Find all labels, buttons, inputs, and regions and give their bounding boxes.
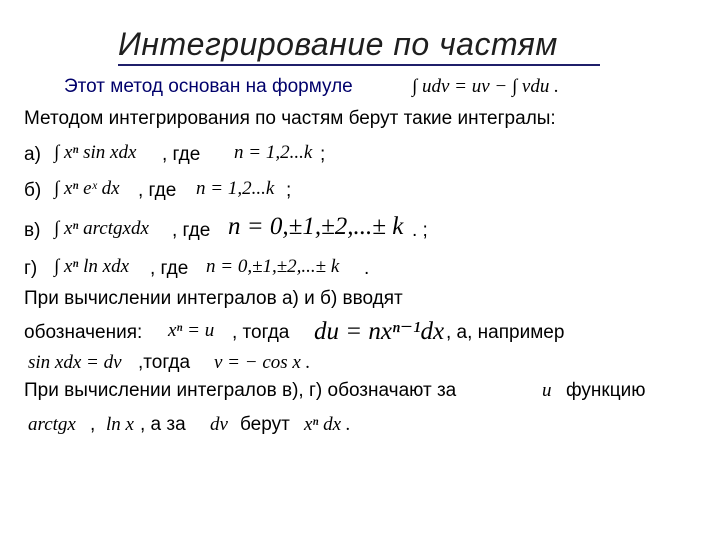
item-v-label: в) bbox=[24, 220, 41, 241]
sin-then: ,тогда bbox=[138, 352, 191, 373]
item-b-condition: n = 1,2...k bbox=[196, 178, 275, 199]
dv-term: dv bbox=[210, 414, 228, 435]
intro-text: Этот метод основан на формуле bbox=[64, 76, 353, 97]
ab-note: При вычислении интегралов а) и б) вводят bbox=[24, 288, 403, 309]
title-underline bbox=[118, 64, 600, 66]
item-a-end: ; bbox=[320, 144, 326, 165]
item-a-integral: ∫ xⁿ sin xdx bbox=[54, 142, 137, 163]
notation-then: , тогда bbox=[232, 322, 290, 343]
notation-label: обозначения: bbox=[24, 322, 143, 343]
item-v-integral: ∫ xⁿ arctgxdx bbox=[54, 218, 149, 239]
item-b-integral: ∫ xⁿ eˣ dx bbox=[54, 178, 120, 199]
v-cos: v = − cos x . bbox=[214, 352, 311, 373]
item-b-label: б) bbox=[24, 180, 42, 201]
vg-function: функцию bbox=[566, 380, 646, 401]
last-berut: берут bbox=[240, 414, 290, 435]
item-g-where: , где bbox=[150, 258, 189, 279]
arctgx-term: arctgx bbox=[28, 414, 76, 435]
vg-u: u bbox=[542, 380, 552, 401]
item-b-end: ; bbox=[286, 180, 292, 201]
item-g-integral: ∫ xⁿ ln xdx bbox=[54, 256, 130, 277]
xn-dx-term: xⁿ dx . bbox=[304, 414, 351, 435]
notation-du: du = nxⁿ⁻¹dx bbox=[314, 318, 445, 345]
item-g-condition: n = 0,±1,±2,...± k bbox=[206, 256, 340, 277]
sin-dv: sin xdx = dv bbox=[28, 352, 122, 373]
item-v-end: . ; bbox=[412, 220, 428, 241]
page-title: Интегрирование по частям bbox=[118, 26, 558, 62]
notation-u: xⁿ = u bbox=[168, 320, 215, 341]
item-a-condition: n = 1,2...k bbox=[234, 142, 313, 163]
item-a-where: , где bbox=[162, 144, 201, 165]
lnx-term: ln x bbox=[106, 414, 134, 435]
item-g-end: . bbox=[364, 258, 370, 279]
parts-formula: ∫ udv = uv − ∫ vdu . bbox=[412, 76, 559, 97]
notation-example: , а, например bbox=[446, 322, 565, 343]
last-comma: , bbox=[90, 414, 96, 435]
item-g-label: г) bbox=[24, 258, 38, 279]
item-v-condition: n = 0,±1,±2,...± k bbox=[228, 213, 404, 240]
item-v-where: , где bbox=[172, 220, 211, 241]
item-b-where: , где bbox=[138, 180, 177, 201]
item-a-label: а) bbox=[24, 144, 41, 165]
last-a-za: , а за bbox=[140, 414, 186, 435]
integrals-intro: Методом интегрирования по частям берут такие интегралы: bbox=[24, 108, 556, 129]
vg-note: При вычислении интегралов в), г) обозначают за bbox=[24, 380, 457, 401]
